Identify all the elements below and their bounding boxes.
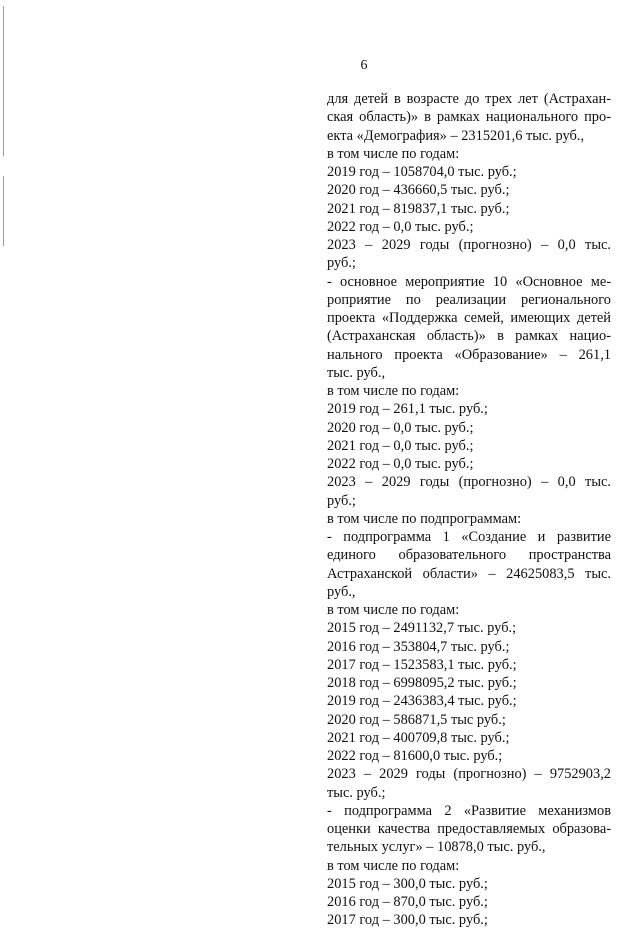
- text-line: 2017 год – 1523583,1 тыс. руб.;: [327, 656, 517, 673]
- text-line: - основное мероприятие 10 «Основное ме-: [327, 273, 611, 290]
- text-line: 2020 год – 0,0 тыс. руб.;: [327, 419, 474, 436]
- document-text-block: [327, 90, 611, 930]
- text-line: оценки качества предоставляемых образова-: [327, 821, 611, 837]
- text-line: 2019 год – 261,1 тыс. руб.;: [327, 401, 488, 418]
- text-line: 2023 – 2029 годы (прогнозно) – 0,0 тыс.: [327, 474, 611, 491]
- text-line: в том числе по годам:: [327, 145, 460, 162]
- text-line: (Астраханская область)» в рамках нацио-: [327, 328, 611, 345]
- text-line: роприятие по реализации регионального: [327, 291, 611, 308]
- text-line: 2021 год – 819837,1 тыс. руб.;: [327, 200, 510, 217]
- left-margin-mark: [3, 6, 4, 156]
- text-line: 2015 год – 2491132,7 тыс. руб.;: [327, 620, 517, 637]
- text-line: руб.;: [327, 255, 356, 272]
- text-line: 2023 – 2029 годы (прогнозно) – 9752903,2: [327, 766, 611, 783]
- text-line: 2018 год – 6998095,2 тыс. руб.;: [327, 675, 517, 691]
- text-line: в том числе по годам:: [327, 602, 460, 618]
- page-number: 6: [360, 58, 368, 73]
- text-line: 2020 год – 586871,5 тыс руб.;: [327, 711, 506, 728]
- text-line: 2019 год – 1058704,0 тыс. руб.;: [327, 164, 517, 180]
- text-line: 2022 год – 0,0 тыс. руб.;: [327, 456, 474, 472]
- text-line: проекта «Поддержка семей, имеющих детей: [327, 310, 611, 326]
- text-line: 2022 год – 0,0 тыс. руб.;: [327, 218, 474, 235]
- text-line: екта «Демография» – 2315201,6 тыс. руб.,: [327, 127, 585, 144]
- text-line: Астраханской области» – 24625083,5 тыс.: [327, 565, 611, 582]
- text-line: - подпрограмма 2 «Развитие механизмов: [327, 802, 611, 819]
- text-line: ская область)» в рамках национального про-: [327, 109, 611, 126]
- text-line: 2022 год – 81600,0 тыс. руб.;: [327, 748, 503, 764]
- text-line: тыс. руб.;: [327, 784, 386, 801]
- text-line: 2021 год – 400709,8 тыс. руб.;: [327, 729, 510, 746]
- text-line: 2015 год – 300,0 тыс. руб.;: [327, 875, 488, 892]
- text-line: для детей в возрасте до трех лет (Астрахан-: [327, 91, 611, 107]
- text-line: 2017 год – 300,0 тыс. руб.;: [327, 912, 488, 929]
- text-line: 2016 год – 353804,7 тыс. руб.;: [327, 638, 510, 655]
- text-line: 2021 год – 0,0 тыс. руб.;: [327, 437, 474, 454]
- text-line: 2020 год – 436660,5 тыс. руб.;: [327, 182, 510, 199]
- text-line: в том числе по годам:: [327, 857, 460, 874]
- text-line: нального проекта «Образование» – 261,1: [327, 346, 611, 363]
- text-line: руб.;: [327, 492, 356, 509]
- text-line: тыс. руб.,: [327, 364, 386, 381]
- text-line: 2016 год – 870,0 тыс. руб.;: [327, 894, 488, 910]
- text-line: в том числе по годам:: [327, 383, 460, 399]
- left-margin-mark: [3, 176, 4, 246]
- text-line: единого образовательного пространства: [327, 547, 611, 564]
- text-line: - подпрограмма 1 «Создание и развитие: [327, 529, 611, 545]
- text-line: 2019 год – 2436383,4 тыс. руб.;: [327, 693, 517, 710]
- text-line: в том числе по подпрограммам:: [327, 510, 522, 527]
- text-line: руб.,: [327, 583, 356, 600]
- text-line: 2023 – 2029 годы (прогнозно) – 0,0 тыс.: [327, 237, 611, 253]
- text-line: тельных услуг» – 10878,0 тыс. руб.,: [327, 839, 546, 856]
